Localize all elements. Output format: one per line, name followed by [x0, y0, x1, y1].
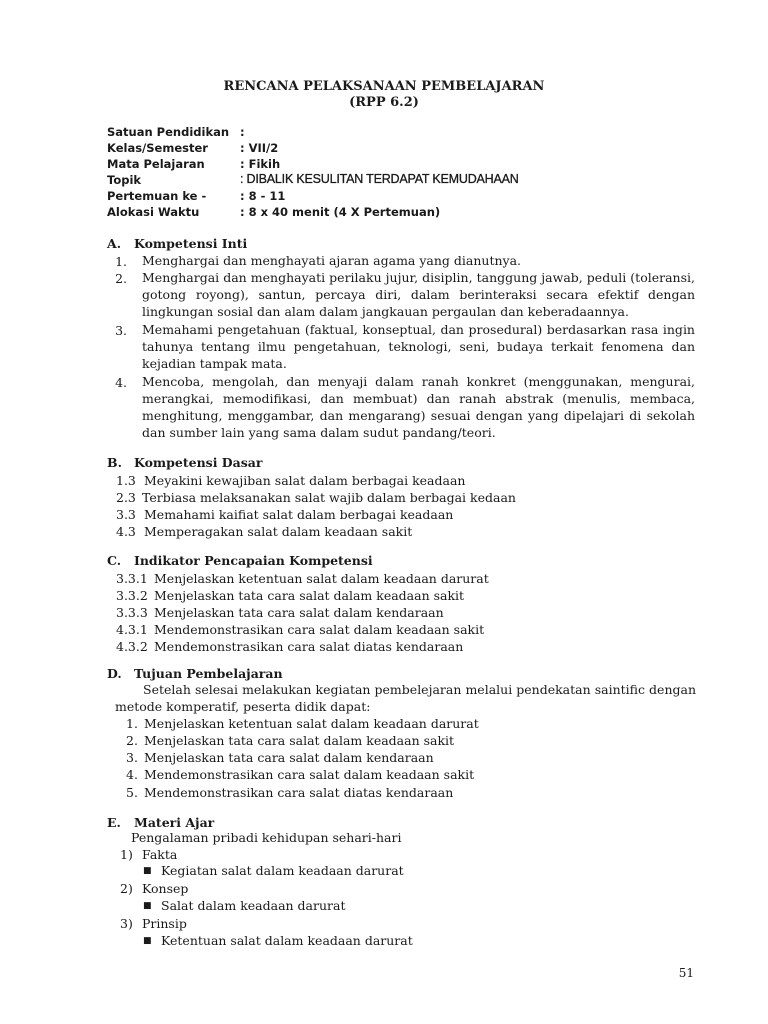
list-item-text: Mendemonstrasikan cara salat diatas kendaraan: [144, 785, 454, 800]
page-number: 51: [678, 966, 694, 980]
list-number: 1.3: [116, 473, 136, 488]
list-item-text: Menjelaskan tata cara salat dalam keadaan sakit: [154, 588, 465, 603]
meta-value: : 8 - 11: [240, 189, 286, 203]
list-number: 4.3.1: [116, 622, 148, 637]
list-number: 1): [120, 847, 133, 862]
square-bullet-icon: ■: [143, 901, 152, 911]
meta-label: Alokasi Waktu: [107, 205, 200, 219]
section-letter: B.: [107, 455, 122, 470]
list-item-text: Meyakini kewajiban salat dalam berbagai keadaan: [144, 473, 466, 488]
section-title: Materi Ajar: [134, 815, 215, 830]
list-number: 4.3: [116, 524, 136, 539]
list-number: 4.: [126, 767, 138, 782]
section-letter: E.: [107, 815, 121, 830]
list-number: 4.: [115, 375, 127, 390]
list-number: 3.3.2: [116, 588, 148, 603]
section-title: Kompetensi Dasar: [134, 455, 263, 470]
list-item-label: Konsep: [142, 881, 189, 896]
list-number: 3.: [115, 323, 127, 338]
list-item-text: Memahami kaifiat salat dalam berbagai keadaan: [144, 507, 454, 522]
meta-value-topic: : DIBALIK KESULITAN TERDAPAT KEMUDAHAAN: [240, 172, 519, 186]
section-title: Kompetensi Inti: [134, 236, 248, 251]
list-item-text: Mendemonstrasikan cara salat diatas kendaraan: [154, 639, 464, 654]
document-subtitle: (RPP 6.2): [349, 95, 419, 110]
list-number: 3.: [126, 750, 138, 765]
meta-value: : VII/2: [240, 141, 279, 155]
meta-value: :: [240, 125, 245, 139]
list-item-text: Ketentuan salat dalam keadaan darurat: [161, 933, 413, 948]
list-number: 2.: [126, 733, 138, 748]
section-title: Tujuan Pembelajaran: [134, 666, 283, 681]
meta-label: Kelas/Semester: [107, 141, 208, 155]
section-letter: A.: [107, 236, 122, 251]
list-item-text: Menjelaskan ketentuan salat dalam keadaan darurat: [154, 571, 489, 586]
list-number: 4.3.2: [116, 639, 148, 654]
meta-value: : 8 x 40 menit (4 X Pertemuan): [240, 205, 441, 219]
list-number: 1.: [126, 716, 138, 731]
meta-label: Topik: [107, 173, 142, 187]
list-item-label: Prinsip: [142, 916, 187, 931]
list-number: 3.3.1: [116, 571, 148, 586]
square-bullet-icon: ■: [143, 936, 152, 946]
list-item-text: Salat dalam keadaan darurat: [161, 898, 346, 913]
list-item-text: Mendemonstrasikan cara salat dalam keadaan sakit: [144, 767, 475, 782]
list-item-text: Kegiatan salat dalam keadaan darurat: [161, 863, 404, 878]
meta-value: : Fikih: [240, 157, 281, 171]
section-letter: D.: [107, 666, 122, 681]
list-number: 2): [120, 881, 133, 896]
list-item-label: Fakta: [142, 847, 178, 862]
list-item-text: Menjelaskan ketentuan salat dalam keadaan darurat: [144, 716, 479, 731]
list-number: 3.3: [116, 507, 136, 522]
list-item-text: Menjelaskan tata cara salat dalam kendaraan: [144, 750, 434, 765]
list-number: 2.3: [116, 490, 136, 505]
list-number: 1.: [115, 254, 127, 269]
list-item-text: Menghargai dan menghayati ajaran agama yang dianutnya.: [142, 253, 522, 268]
section-e-intro: Pengalaman pribadi kehidupan sehari-hari: [131, 830, 402, 845]
meta-label: Satuan Pendidikan: [107, 125, 230, 139]
list-item-text: Mencoba, mengolah, dan menyaji dalam ranah konkret (menggunakan, mengurai, merangkai, memodifikasi, dan membuat) dan ranah abstrak (menulis, membaca, menghitung, menggambar, dan mengarang) sesuai dengan yang dipelajari di sekolah dan sumber lain yang sama dalam sudut pandang/teori.: [142, 374, 695, 440]
list-item-text: Terbiasa melaksanakan salat wajib dalam berbagai kedaan: [142, 490, 516, 505]
document-title: RENCANA PELAKSANAAN PEMBELAJARAN: [223, 79, 545, 94]
list-item-text: Memahami pengetahuan (faktual, konseptual, dan prosedural) berdasarkan rasa ingin tahunya tentang ilmu pengetahuan, teknologi, seni, budaya terkait fenomena dan kejadian tampak mata.: [142, 322, 695, 371]
list-number: 3.3.3: [116, 605, 148, 620]
list-number: 5.: [126, 785, 138, 800]
meta-label: Mata Pelajaran: [107, 157, 205, 171]
meta-label: Pertemuan ke -: [107, 189, 207, 203]
list-item-text: Mendemonstrasikan cara salat dalam keadaan sakit: [154, 622, 485, 637]
list-item-text: Menjelaskan tata cara salat dalam kendaraan: [154, 605, 444, 620]
square-bullet-icon: ■: [143, 866, 152, 876]
list-item-text: Menghargai dan menghayati perilaku jujur, disiplin, tanggung jawab, peduli (toleransi, gotong royong), santun, percaya diri, dalam berinteraksi secara efektif dengan lingkungan sosial dan alam dalam jangkauan pergaulan dan keberadaannya.: [142, 270, 695, 319]
section-letter: C.: [107, 553, 122, 568]
list-number: 3): [120, 916, 133, 931]
section-d-intro: Setelah selesai melakukan kegiatan pembelejaran melalui pendekatan saintific dengan metode komperatif, peserta didik dapat:: [115, 682, 696, 714]
section-title: Indikator Pencapaian Kompetensi: [134, 553, 373, 568]
list-number: 2.: [115, 271, 127, 286]
list-item-text: Menjelaskan tata cara salat dalam keadaan sakit: [144, 733, 455, 748]
list-item-text: Memperagakan salat dalam keadaan sakit: [144, 524, 413, 539]
